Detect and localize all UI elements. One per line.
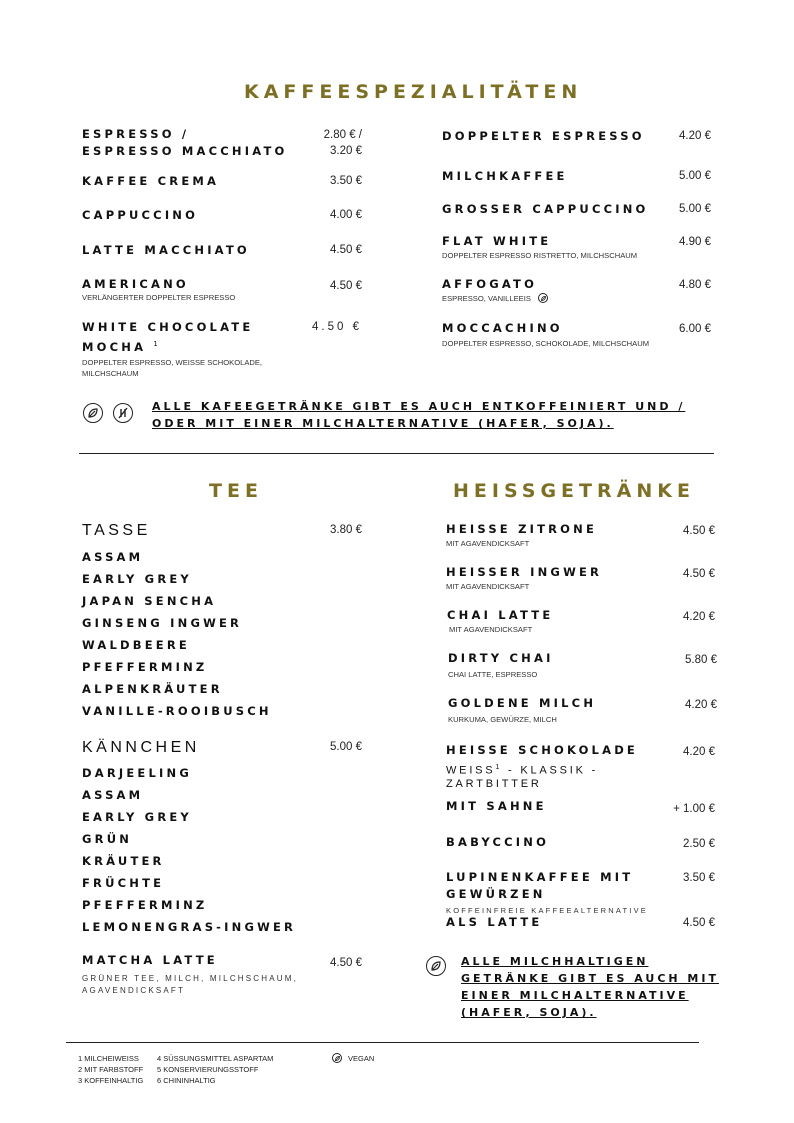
- section-title-kaffee: KAFFEESPEZIALITÄTEN: [244, 81, 583, 103]
- note-kaffee-line1: ALLE KAFEEGETRÄNKE GIBT ES AUCH ENTKOFFEINIERT UND /: [152, 400, 686, 413]
- price-babyccino: 2.50 €: [683, 838, 715, 850]
- tee-item: GINSENG INGWER: [82, 616, 243, 630]
- item-cappuccino: CAPPUCCINO: [82, 208, 199, 222]
- item-heisser-ingwer: HEISSER INGWER: [446, 565, 603, 579]
- tee-item: ASSAM: [82, 550, 144, 564]
- item-dirty-chai: DIRTY CHAI: [448, 651, 554, 665]
- item-milchkaffee: MILCHKAFFEE: [442, 169, 568, 183]
- price-heisse-zitrone: 4.50 €: [683, 525, 715, 537]
- desc-moccachino: DOPPELTER ESPRESSO, SCHOKOLADE, MILCHSCHAUM: [442, 339, 650, 348]
- item-heisse-zitrone: HEISSE ZITRONE: [446, 522, 598, 536]
- footnote-vegan: VEGAN: [348, 1054, 375, 1063]
- decaf-icon: [113, 403, 133, 423]
- desc-matcha-2: AGAVENDICKSAFT: [82, 986, 186, 995]
- section-title-heiss: HEISSGETRÄNKE: [453, 480, 695, 502]
- price-white-chocolate-mocha: 4.50 €: [312, 321, 362, 333]
- price-espresso: 2.80 € /: [323, 129, 362, 141]
- tasse-list: [82, 549, 272, 725]
- tee-item: KRÄUTER: [82, 854, 165, 868]
- note-heiss-line4: (HAFER, SOJA).: [461, 1006, 597, 1019]
- item-white-chocolate: WHITE CHOCOLATE: [82, 320, 254, 334]
- footnote: 6 CHININHALTIG: [157, 1076, 216, 1085]
- item-doppelter-espresso: DOPPELTER ESPRESSO: [442, 129, 645, 143]
- price-grosser-cappuccino: 5.00 €: [679, 203, 711, 215]
- item-flat-white: FLAT WHITE: [442, 234, 552, 248]
- tee-item: EARLY GREY: [82, 572, 192, 586]
- vegan-leaf-icon: [332, 1053, 342, 1063]
- item-mocha: MOCHA $^1$: [82, 339, 162, 354]
- price-mit-sahne: + 1.00 €: [673, 803, 715, 815]
- desc-heisser-ingwer: MIT AGAVENDICKSAFT: [446, 582, 530, 591]
- price-dirty-chai: 5.80 €: [685, 654, 717, 666]
- tee-item: EARLY GREY: [82, 810, 192, 824]
- footnote: 1 MILCHEIWEISS: [78, 1054, 139, 1063]
- item-affogato: AFFOGATO: [442, 277, 538, 291]
- footnotes-col2: [157, 1053, 273, 1086]
- vegan-leaf-icon: [83, 403, 103, 423]
- desc-lupinenkaffee: KOFFEINFREIE KAFFEEALTERNATIVE: [446, 906, 648, 915]
- item-espresso-macchiato: ESPRESSO MACCHIATO: [82, 144, 288, 158]
- price-latte-macchiato: 4.50 €: [330, 244, 362, 256]
- item-lupinenkaffee-2: GEWÜRZEN: [446, 887, 546, 901]
- note-heiss-line1: ALLE MILCHHALTIGEN: [461, 955, 649, 968]
- price-lupinenkaffee: 3.50 €: [683, 872, 715, 884]
- vegan-leaf-icon: [538, 293, 548, 303]
- tee-item: LEMONENGRAS-INGWER: [82, 920, 297, 934]
- variant-zartbitter: ZARTBITTER: [446, 778, 542, 790]
- tee-item: PFEFFERMINZ: [82, 898, 208, 912]
- item-moccachino: MOCCACHINO: [442, 321, 563, 335]
- price-affogato: 4.80 €: [679, 279, 711, 291]
- footnote: 3 KOFFEINHALTIG: [78, 1076, 144, 1085]
- price-cappuccino: 4.00 €: [330, 209, 362, 221]
- variant-weiss: WEISS: [446, 764, 496, 777]
- price-kaennchen: 5.00 €: [330, 741, 362, 753]
- desc-matcha-1: GRÜNER TEE, MILCH, MILCHSCHAUM,: [82, 974, 299, 983]
- schokolade-variants: [446, 760, 598, 779]
- price-heisser-ingwer: 4.50 €: [683, 568, 715, 580]
- price-milchkaffee: 5.00 €: [679, 170, 711, 182]
- item-latte-macchiato: LATTE MACCHIATO: [82, 243, 250, 257]
- tee-kaennchen-label: KÄNNCHEN: [82, 739, 200, 756]
- item-als-latte: ALS LATTE: [446, 915, 543, 929]
- price-moccachino: 6.00 €: [679, 323, 711, 335]
- footnotes-col1: [78, 1053, 143, 1086]
- price-espresso-macchiato: 3.20 €: [330, 145, 362, 157]
- tee-item: ASSAM: [82, 788, 144, 802]
- footnote: 2 MIT FARBSTOFF: [78, 1065, 144, 1074]
- desc-goldene-milch: KURKUMA, GEWÜRZE, MILCH: [448, 715, 557, 724]
- item-matcha-latte: MATCHA LATTE: [82, 953, 218, 967]
- tee-item: VANILLE-ROOIBUSCH: [82, 704, 272, 718]
- desc-flat-white: DOPPELTER ESPRESSO RISTRETTO, MILCHSCHAUM: [442, 251, 638, 260]
- desc-mocha-2: MILCHSCHAUM: [82, 369, 139, 378]
- item-americano: AMERICANO: [82, 277, 189, 291]
- tee-item: DARJEELING: [82, 766, 192, 780]
- section-title-tee: TEE: [209, 480, 263, 502]
- tee-item: GRÜN: [82, 832, 133, 846]
- desc-americano: VERLÄNGERTER DOPPELTER ESPRESSO: [82, 293, 236, 302]
- price-flat-white: 4.90 €: [679, 236, 711, 248]
- note-kaffee-line2: ODER MIT EINER MILCHALTERNATIVE (HAFER, SOJA).: [152, 417, 614, 430]
- price-chai-latte: 4.20 €: [683, 611, 715, 623]
- divider: [79, 453, 714, 454]
- footnote-mark: 1: [495, 764, 503, 771]
- item-chai-latte: CHAI LATTE: [447, 608, 554, 622]
- tee-tasse-label: TASSE: [82, 522, 151, 539]
- desc-heisse-zitrone: MIT AGAVENDICKSAFT: [446, 539, 530, 548]
- desc-mocha-1: DOPPELTER ESPRESSO, WEISSE SCHOKOLADE,: [82, 358, 263, 367]
- tee-item: PFEFFERMINZ: [82, 660, 208, 674]
- tee-item: ALPENKRÄUTER: [82, 682, 223, 696]
- item-grosser-cappuccino: GROSSER CAPPUCCINO: [442, 202, 649, 216]
- price-goldene-milch: 4.20 €: [685, 699, 717, 711]
- footnote-mark: 1: [153, 340, 162, 348]
- desc-affogato: ESPRESSO, VANILLEEIS: [442, 294, 531, 303]
- item-espresso: ESPRESSO /: [82, 127, 190, 141]
- price-kaffee-crema: 3.50 €: [330, 175, 362, 187]
- price-matcha-latte: 4.50 €: [330, 957, 362, 969]
- variant-klassik: - KLASSIK -: [508, 764, 599, 777]
- desc-dirty-chai: CHAI LATTE, ESPRESSO: [448, 670, 538, 679]
- price-tasse: 3.80 €: [330, 524, 362, 536]
- price-als-latte: 4.50 €: [683, 917, 715, 929]
- desc-chai-latte: MIT AGAVENDICKSAFT: [449, 625, 533, 634]
- footnote: 5 KONSERVIERUNGSSTOFF: [157, 1065, 259, 1074]
- tee-item: FRÜCHTE: [82, 876, 165, 890]
- footnote: 4 SÜSSUNGSMITTEL ASPARTAM: [157, 1054, 274, 1063]
- item-mit-sahne: MIT SAHNE: [446, 799, 547, 813]
- item-kaffee-crema: KAFFEE CREMA: [82, 174, 220, 188]
- footer-divider: [66, 1042, 699, 1043]
- note-heiss-line2: GETRÄNKE GIBT ES AUCH MIT: [461, 972, 719, 985]
- item-goldene-milch: GOLDENE MILCH: [448, 696, 597, 710]
- price-americano: 4.50 €: [330, 280, 362, 292]
- note-heiss-line3: EINER MILCHALTERNATIVE: [461, 989, 689, 1002]
- item-babyccino: BABYCCINO: [446, 835, 550, 849]
- tee-item: WALDBEERE: [82, 638, 190, 652]
- price-heisse-schokolade: 4.20 €: [683, 746, 715, 758]
- vegan-leaf-icon: [426, 956, 446, 976]
- tee-item: JAPAN SENCHA: [82, 594, 217, 608]
- price-doppelter-espresso: 4.20 €: [679, 130, 711, 142]
- item-lupinenkaffee: LUPINENKAFFEE MIT: [446, 870, 634, 884]
- kaennchen-list: [82, 765, 296, 941]
- item-heisse-schokolade: HEISSE SCHOKOLADE: [446, 743, 638, 757]
